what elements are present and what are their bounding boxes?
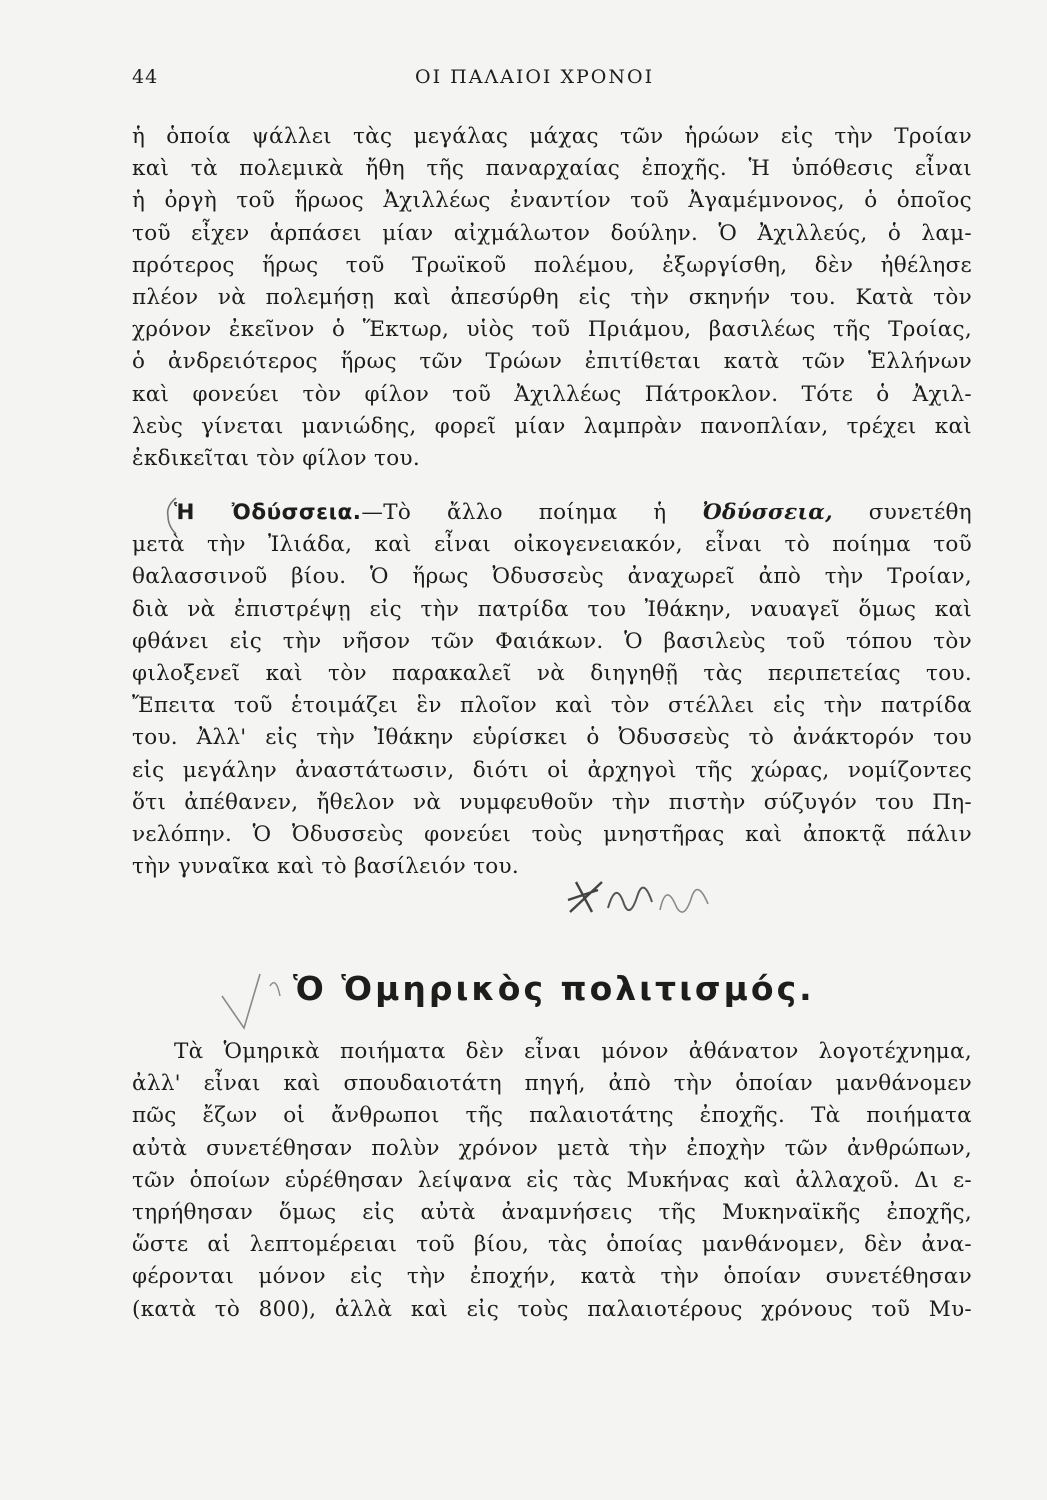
page-number: 44 <box>132 66 159 88</box>
work-title: Ὀδύσσεια, <box>702 500 833 525</box>
paragraph-odyssey <box>132 497 972 883</box>
text-line: Ἔπειτα τοῦ ἑτοιμάζει ἓν πλοῖον καὶ τὸν στέλλει εἰς τὴν πατρίδα <box>132 693 972 719</box>
text-line: τοῦ εἶχεν ἁρπάσει μίαν αἰχμάλωτον δούλην. Ὁ Ἀχιλλεύς, ὁ λαμ- <box>132 220 972 246</box>
text-line: ὥστε αἱ λεπτομέρειαι τοῦ βίου, τὰς ὁποίας μανθάνομεν, δὲν ἀνα- <box>132 1232 972 1258</box>
text-line: εἰς μεγάλην ἀναστάτωσιν, διότι οἱ ἀρχηγοὶ τῆς χώρας, νομίζοντες <box>132 757 972 783</box>
text-line: (κατὰ τὸ 800), ἀλλὰ καὶ εἰς τοὺς παλαιοτέρους χρόνους τοῦ Μυ- <box>132 1296 972 1322</box>
pencil-check-mark <box>218 966 298 1036</box>
text-line: πῶς ἔζων οἱ ἄνθρωποι τῆς παλαιοτάτης ἐποχῆς. Τὰ ποιήματα <box>132 1103 972 1129</box>
text-line: ἡ ὀργὴ τοῦ ἥρωος Ἀχιλλέως ἐναντίον τοῦ Ἀγαμέμνονος, ὁ ὁποῖος <box>132 188 972 214</box>
text-line: φιλοξενεῖ καὶ τὸν παρακαλεῖ νὰ διηγηθῇ τὰς περιπετείας του. <box>132 661 972 687</box>
running-title: ΟΙ ΠΑΛΑΙΟΙ ΧΡΟΝΟΙ <box>415 66 655 88</box>
text-line: πρότερος ἥρως τοῦ Τρωϊκοῦ πολέμου, ἐξωργίσθη, δὲν ἠθέλησε <box>132 252 972 278</box>
text-line: νελόπην. Ὁ Ὀδυσσεὺς φονεύει τοὺς μνηστῆρας καὶ ἀποκτᾷ πάλιν <box>132 822 972 848</box>
text-line: ὅτι ἀπέθανεν, ἤθελον νὰ νυμφευθοῦν τὴν πιστὴν σύζυγόν του Πη- <box>132 789 972 815</box>
text-line: θαλασσινοῦ βίου. Ὁ ἥρως Ὀδυσσεὺς ἀναχωρεῖ ἀπὸ τὴν Τροίαν, <box>132 564 972 590</box>
text-line: Τὰ Ὁμηρικὰ ποιήματα δὲν εἶναι μόνον ἀθάνατον λογοτέχνημα, <box>174 1039 972 1064</box>
text-line: διὰ νὰ ἐπιστρέψῃ εἰς τὴν πατρίδα του Ἰθάκην, ναυαγεῖ ὅμως καὶ <box>132 596 972 622</box>
text-line: τὴν γυναῖκα καὶ τὸ βασίλειόν του. <box>132 854 520 880</box>
text-line: ἀλλ' εἶναι καὶ σπουδαιοτάτη πηγή, ἀπὸ τὴν ὁποίαν μανθάνομεν <box>132 1071 972 1097</box>
paragraph-iliad <box>132 121 972 475</box>
text-line: πλέον νὰ πολεμήσῃ καὶ ἀπεσύρθη εἰς τὴν σκηνήν του. Κατὰ τὸν <box>132 285 972 311</box>
text-line: αὐτὰ συνετέθησαν πολὺν χρόνον μετὰ τὴν ἐποχὴν τῶν ἀνθρώπων, <box>132 1135 972 1161</box>
text-line-first <box>132 497 972 529</box>
paragraph-homeric-civilization <box>132 1036 972 1326</box>
text-line: φέρονται μόνον εἰς τὴν ἐποχήν, κατὰ τὴν ὁποίαν συνετέθησαν <box>132 1264 972 1290</box>
text-fragment: συνετέθη <box>868 500 972 525</box>
section-heading: Ὁ Ὁμηρικὸς πολιτισμός. <box>293 969 815 1008</box>
text-line: χρόνον ἐκεῖνον ὁ Ἕκτωρ, υἱὸς τοῦ Πριάμου, βασιλέως τῆς Τροίας, <box>132 317 972 343</box>
text-line: λεὺς γίνεται μανιώδης, φορεῖ μίαν λαμπρὰν πανοπλίαν, τρέχει καὶ <box>132 413 972 439</box>
text-line: τηρήθησαν ὅμως εἰς αὐτὰ ἀναμνήσεις τῆς Μυκηναϊκῆς ἐποχῆς, <box>132 1200 972 1226</box>
text-line: καὶ τὰ πολεμικὰ ἤθη τῆς παναρχαίας ἐποχῆς. Ἡ ὑπόθεσις εἶναι <box>132 156 972 182</box>
text-fragment: —Τὸ ἄλλο ποίημα ἡ <box>361 500 667 525</box>
text-line: τῶν ὁποίων εὑρέθησαν λείψανα εἰς τὰς Μυκήνας καὶ ἀλλαχοῦ. Δι ε- <box>132 1167 972 1193</box>
text-line: φθάνει εἰς τὴν νῆσον τῶν Φαιάκων. Ὁ βασιλεὺς τοῦ τόπου τὸν <box>132 628 972 654</box>
text-line: μετὰ τὴν Ἰλιάδα, καὶ εἶναι οἰκογενειακόν, εἶναι τὸ ποίημα τοῦ <box>132 532 972 558</box>
text-line: του. Ἀλλ' εἰς τὴν Ἰθάκην εὑρίσκει ὁ Ὀδυσσεὺς τὸ ἀνάκτορόν του <box>132 725 972 751</box>
pencil-scribble-mark <box>558 860 728 930</box>
text-line: καὶ φονεύει τὸν φίλον τοῦ Ἀχιλλέως Πάτροκλον. Τότε ὁ Ἀχιλ- <box>132 381 972 407</box>
text-line: ἡ ὁποία ψάλλει τὰς μεγάλας μάχας τῶν ἡρώων εἰς τὴν Τροίαν <box>132 124 972 149</box>
text-line: ὁ ἀνδρειότερος ἥρως τῶν Τρώων ἐπιτίθεται κατὰ τῶν Ἑλλήνων <box>132 349 972 375</box>
text-line: ἐκδικεῖται τὸν φίλον του. <box>132 446 420 472</box>
run-in-heading: Ἡ Ὀδύσσεια. <box>174 500 362 525</box>
